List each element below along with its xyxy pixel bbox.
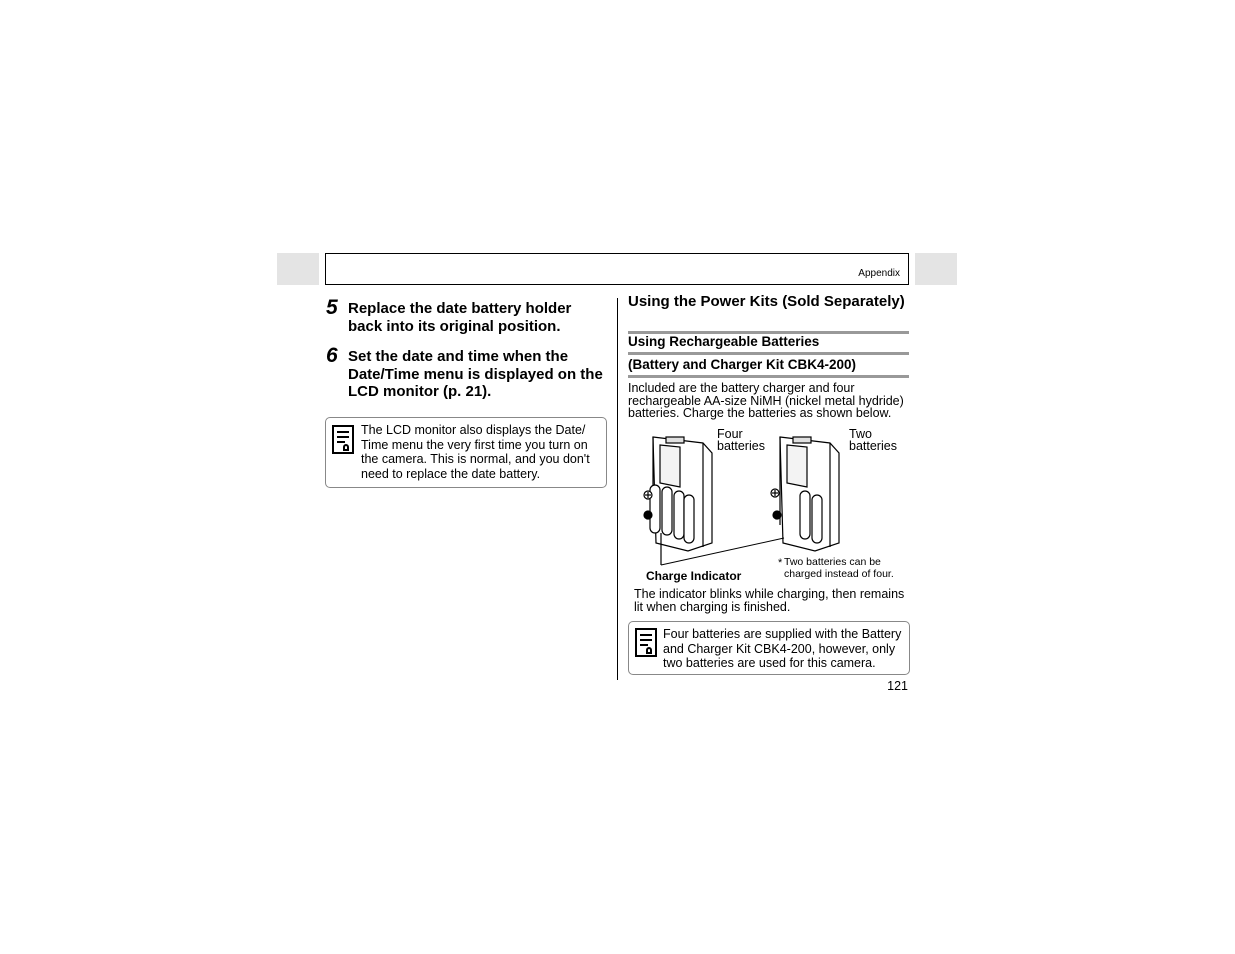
memo-icon	[332, 425, 354, 454]
note-box-kit	[628, 621, 910, 675]
left-page-tab	[277, 253, 319, 285]
step-text: Replace the date battery holder back into its original position.	[348, 300, 572, 335]
label-four-batteries: Four batteries	[717, 427, 765, 453]
label-charge-indicator: Charge Indicator	[646, 569, 742, 583]
label-two-batteries: Two batteries	[849, 427, 897, 453]
subheading-kit: (Battery and Charger Kit CBK4-200)	[628, 357, 857, 372]
subheading: Using Rechargeable Batteries	[628, 334, 820, 349]
step-number: 5	[326, 296, 338, 319]
indicator-text: The indicator blinks while charging, then remains lit when charging is finished.	[634, 587, 905, 614]
charger-four-batteries	[644, 437, 712, 565]
intro-text: Included are the battery charger and four rechargeable AA-size NiMH (nickel metal hydride) batteries. Charge the batteries as shown below.	[628, 381, 904, 420]
right-page-tab	[915, 253, 957, 285]
note-text: The LCD monitor also displays the Date/ Time menu the very first time you turn on the camera. This is normal, and you don't need to replace the date battery.	[361, 423, 590, 481]
charger-two-batteries	[771, 437, 839, 551]
footnote-text: Two batteries can be charged instead of four.	[784, 556, 894, 580]
heading-rule	[628, 352, 909, 355]
page-number: 121	[887, 679, 908, 693]
note-text: Four batteries are supplied with the Battery and Charger Kit CBK4-200, however, only two batteries are used for this camera.	[663, 627, 902, 670]
column-divider	[617, 298, 618, 680]
step-5	[326, 296, 606, 340]
note-box	[325, 417, 607, 488]
memo-icon	[635, 628, 657, 657]
section-title: Using the Power Kits (Sold Separately)	[628, 293, 905, 310]
heading-rule	[628, 375, 909, 378]
page-header	[325, 253, 909, 285]
step-text: Set the date and time when the Date/Time menu is displayed on the LCD monitor (p. 21).	[348, 348, 603, 400]
section-label: Appendix	[858, 268, 900, 279]
step-6	[326, 344, 606, 404]
footnote-asterisk: *	[778, 557, 783, 569]
step-number: 6	[326, 344, 338, 367]
